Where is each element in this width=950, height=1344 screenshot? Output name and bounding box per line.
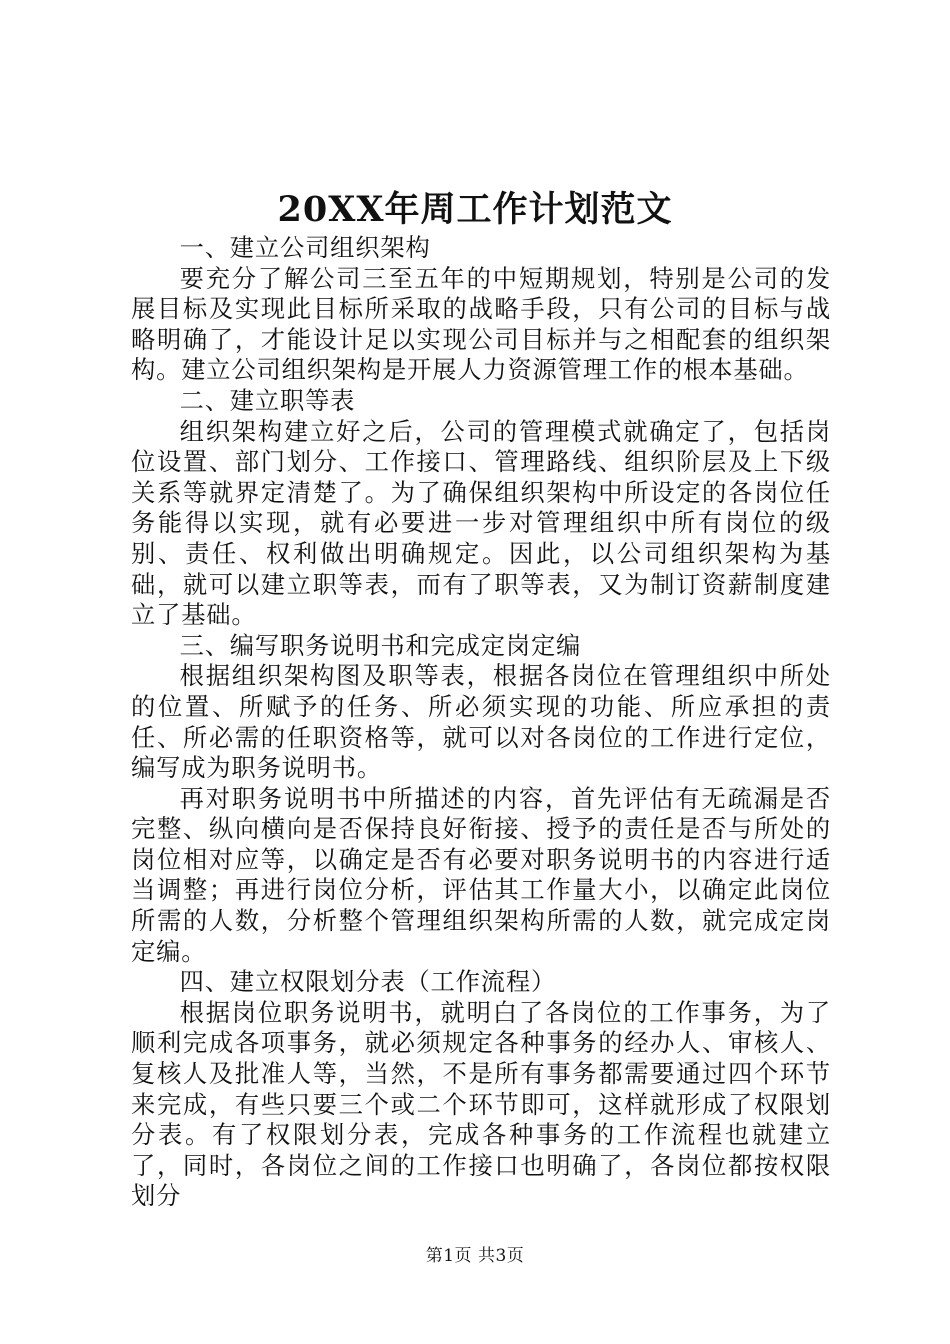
- body-paragraph: 根据组织架构图及职等表，根据各岗位在管理组织中所处的位置、所赋予的任务、所必须实现的功能、所应承担的责任、所必需的任职资格等，就可以对各岗位的工作进行定位，编写成为职务说明书。: [131, 661, 831, 783]
- section-heading: 三、编写职务说明书和完成定岗定编: [179, 630, 582, 660]
- section-heading: 二、建立职等表: [179, 385, 356, 415]
- document-body: [131, 233, 831, 1212]
- body-paragraph: 根据岗位职务说明书，就明白了各岗位的工作事务，为了顺利完成各项事务，就必须规定各种事务的经办人、审核人、复核人及批准人等，当然，不是所有事务都需要通过四个环节来完成，有些只要三个或二个环节即可，这样就形成了权限划分表。有了权限划分表，完成各种事务的工作流程也就建立了，同时，各岗位之间的工作接口也明确了，各岗位都按权限划分: [131, 997, 831, 1211]
- body-paragraph: 要充分了解公司三至五年的中短期规划，特别是公司的发展目标及实现此目标所采取的战略手段，只有公司的目标与战略明确了，才能设计足以实现公司目标并与之相配套的组织架构。建立公司组织架构是开展人力资源管理工作的根本基础。: [131, 263, 831, 385]
- page-footer: 第1页 共3页: [425, 1246, 525, 1266]
- body-paragraph: 组织架构建立好之后，公司的管理模式就确定了，包括岗位设置、部门划分、工作接口、管理路线、组织阶层及上下级关系等就界定清楚了。为了确保组织架构中所设定的各岗位任务能得以实现，就有必要进一步对管理组织中所有岗位的级别、责任、权利做出明确规定。因此，以公司组织架构为基础，就可以建立职等表，而有了职等表，又为制订资薪制度建立了基础。: [131, 416, 831, 630]
- body-paragraph: 再对职务说明书中所描述的内容，首先评估有无疏漏是否完整、纵向横向是否保持良好衔接、授予的责任是否与所处的岗位相对应等，以确定是否有必要对职务说明书的内容进行适当调整；再进行岗位分析，评估其工作量大小，以确定此岗位所需的人数，分析整个管理组织架构所需的人数，就完成定岗定编。: [131, 783, 831, 966]
- document-title: 20XX年周工作计划范文: [277, 189, 673, 230]
- section-heading: 一、建立公司组织架构: [179, 233, 431, 262]
- section-heading: 四、建立权限划分表（工作流程）: [179, 967, 557, 997]
